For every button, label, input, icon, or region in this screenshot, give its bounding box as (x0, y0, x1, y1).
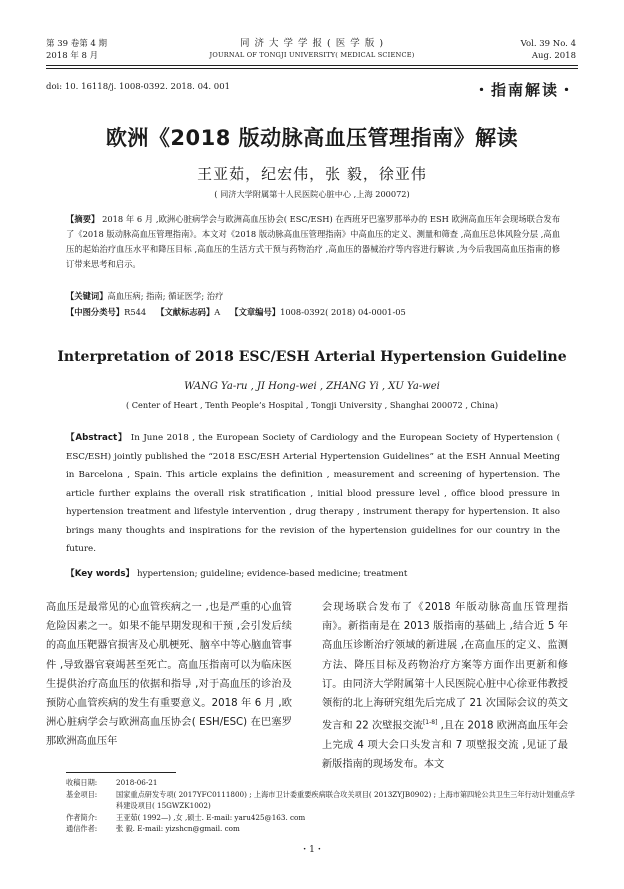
header-rule-thick (46, 65, 578, 66)
journal-name-en: JOURNAL OF TONGJI UNIVERSITY( MEDICAL SCIENCE) (209, 51, 415, 59)
affiliation-en: ( Center of Heart , Tenth People’s Hospital , Tongji University , Shanghai 200072 , China) (125, 400, 499, 410)
abstract-cn-label: 【摘要】 (66, 214, 100, 224)
title-cn: 欧洲《2018 版动脉高血压管理指南》解读 (105, 126, 519, 150)
abstract-en (66, 429, 560, 559)
abstract-cn-text: 2018 年 6 月 ,欧洲心脏病学会与欧洲高血压协会( ESC/ESH) 在西班牙巴塞罗那举办的 ESH 欧洲高血压年会现场联合发布了《2018 版动脉高血压管理指南》。本文对《2018 版动脉高血压管理指南》中高血压的定义、测量和筛查 ,高血压总体风险分层 ,高血压的起始治疗血压水平和降压目标 ,高血压的生活方式干预与药物治疗 ,高血压的器械治疗等内容进行解读 ,为今后我国高血压指南的修订带来思考和启示。 (66, 214, 560, 269)
footnote-key: 收稿日期: (66, 778, 98, 787)
abstract-cn (66, 212, 560, 272)
header-journal (150, 38, 474, 60)
keywords-cn-text: 高血压病; 指南; 循证医学; 治疗 (107, 291, 224, 301)
footnote-value: 王亚茹( 1992—) ,女 ,硕士. E-mail: yaru425@163. com (116, 812, 306, 822)
footnote-key: 通信作者: (66, 824, 98, 834)
doc-code-value: A (214, 307, 221, 317)
citation-ref: [1-8] (422, 719, 438, 727)
footnote-correspondence (66, 823, 578, 835)
journal-name-cn: 同 济 大 学 学 报 ( 医 学 版 ) (239, 38, 385, 49)
body-column-right (322, 598, 568, 774)
cls-label: 【中图分类号】 (66, 307, 125, 317)
footnote-key: 作者简介: (66, 812, 98, 822)
footnote-funding (66, 789, 578, 812)
authors-cn: 王亚茹，纪宏伟，张 毅，徐亚伟 (197, 165, 427, 183)
keywords-en-label: 【Key words】 (66, 569, 135, 579)
header-volume-cn: 第 39 卷第 4 期 (46, 39, 108, 49)
footnote-received (66, 777, 578, 789)
cls-value: R544 (124, 307, 147, 317)
doi: doi: 10. 16118/j. 1008-0392. 2018. 04. 001 (46, 82, 231, 92)
keywords-en-text: hypertension; guideline; evidence-based medicine; treatment (134, 569, 408, 579)
keywords-cn-label: 【关键词】 (66, 291, 108, 301)
section-tag: ・指南解读・ (473, 81, 576, 99)
body-column-left (46, 598, 292, 752)
footnote-value: 2018-06-21 (116, 778, 158, 787)
header-rule-thin (46, 68, 578, 69)
classification-line (66, 305, 586, 320)
article-no-value: 1008-0392( 2018) 04-0001-05 (280, 307, 406, 317)
footnote-author (66, 812, 578, 824)
header-date-cn: 2018 年 8 月 (46, 51, 99, 61)
article-no-label: 【文章编号】 (230, 307, 281, 317)
footnotes (66, 777, 578, 835)
footnote-key: 基金项目: (66, 789, 98, 799)
doc-code-label: 【文献标志码】 (156, 307, 215, 317)
title-en: Interpretation of 2018 ESC/ESH Arterial Hypertension Guideline (57, 349, 567, 365)
abstract-en-label: 【Abstract】 (66, 433, 128, 443)
footnote-value: 张 毅. E-mail: yizshcn@gmail. com (116, 824, 240, 834)
keywords-cn (66, 289, 560, 304)
body-right-text-a: 会现场联合发布了《2018 年版动脉高血压管理指南》。新指南是在 2013 版指南的基础上 ,结合近 5 年高血压诊断治疗领域的新进展 ,在高血压的定义、监测方法、降压目标及药物治疗方案等方面作出更新和修订。由同济大学附属第十人民医院心脏中心徐亚伟教授领衔的北上海研究组先后完成了 21 次国际会议的英文发言和 22 次壁报交流 (322, 602, 568, 732)
footnote-rule (66, 772, 176, 773)
affiliation-cn: ( 同济大学附属第十人民医院心脏中心 ,上海 200072) (214, 189, 410, 199)
header-volume-en: Vol. 39 No. 4 (520, 39, 576, 49)
header-issue (46, 38, 107, 62)
keywords-en (66, 567, 560, 582)
abstract-en-text: In June 2018 , the European Society of Cardiology and the European Society of Hypertension ( ESC/ESH) jointly published the “2018 ESC/ESH Arterial Hypertension Guidelines” at the ESH Annual Meeting in Barcelona , Spain. This article explains the definition , measurement and screening of hypertension. The article further explains the overall risk stratification , initial blood pressure level , office blood pressure in hypertension treatment and lifestyle intervention , drug therapy , instrument therapy for hypertension. It also brings many thoughts and inspirations for the revision of the hypertension guidelines for our country in the future. (66, 433, 560, 554)
body-right-text-b: ,且在 2018 欧洲高血压年会上完成 4 项大会口头发言和 7 项壁报交流 ,见证了最新版指南的现场发布。本文 (322, 720, 569, 771)
header-issue-en (521, 38, 576, 62)
page-number: ・1・ (300, 845, 324, 855)
header-date-en: Aug. 2018 (531, 51, 576, 61)
authors-en: WANG Ya-ru , JI Hong-wei , ZHANG Yi , XU Ya-wei (184, 381, 440, 392)
body-left-text: 高血压是最常见的心血管疾病之一 ,也是严重的心血管危险因素之一。如果不能早期发现和干预 ,会引发后续的高血压靶器官损害及心肌梗死、脑卒中等心脑血管事件 ,导致器官衰竭甚至死亡。高血压指南可以为临床医生提供治疗高血压的依据和指导 ,对于高血压的诊治及预防心血管疾病的发生有重要意义。2018 年 6 月 ,欧洲心脏病学会与欧洲高血压协会( ESH/ESC) 在巴塞罗那欧洲高血压年 (46, 602, 292, 748)
footnote-value: 国家重点研发专项( 2017YFC0111800) ; 上海市卫计委重要疾病联合攻关项目( 2013ZYJB0902) ; 上海市第四轮公共卫生三年行动计划重点学科建设项目( 15GWZK1002) (116, 789, 575, 811)
